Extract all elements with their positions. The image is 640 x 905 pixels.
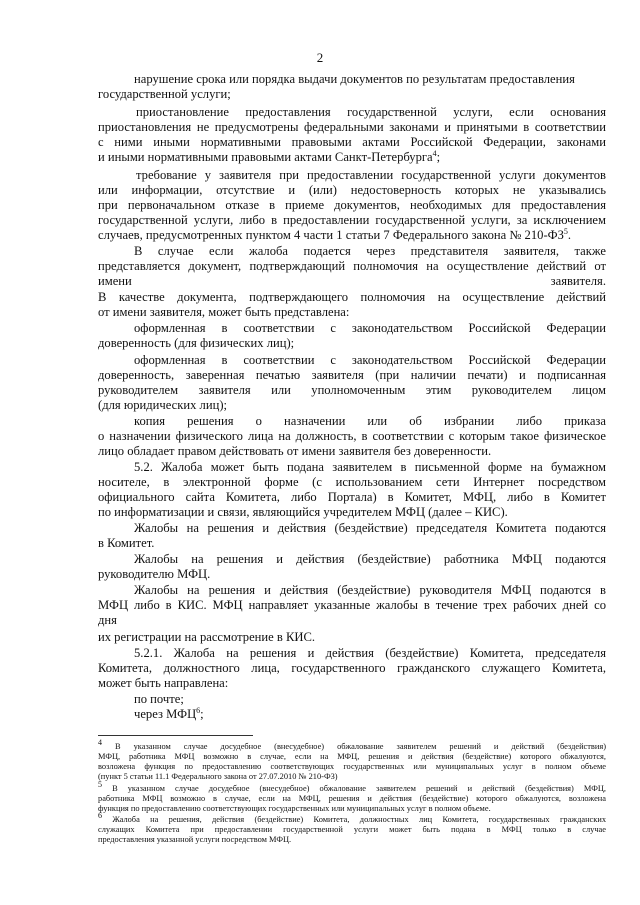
- text-line: МФЦ либо в КИС. МФЦ направляет указанные жалобы в течение трех рабочих дней со: [98, 598, 606, 612]
- text-line: государственной услуги, либо в предоставлении государственной услуги, за исключением: [98, 213, 606, 227]
- text-line: В качестве документа, подтверждающего полномочия на осуществление действий: [98, 290, 606, 304]
- text-line: заявителя.: [550, 274, 606, 288]
- footnote-separator: [98, 735, 253, 736]
- footnote-line: функция по предоставлению соответствующих государственных или муниципальных услуг в полном объеме.: [98, 804, 491, 813]
- text-line: лицо обладает правом действовать от имени заявителя без доверенности.: [98, 444, 492, 458]
- text-line: [134, 707, 606, 722]
- text-line: официального сайта Комитета, либо Портала) в Комитет, МФЦ, либо в Комитет: [98, 490, 606, 504]
- text-line: приостановление предоставления государственной услуги, если основания: [136, 105, 606, 119]
- text-line: доверенность, заверенная печатью заявителя (при наличии печати) и подписанная: [98, 368, 606, 382]
- text-line: Жалобы на решения и действия (бездействие) работника МФЦ подаются: [134, 552, 606, 566]
- text-line: доверенность (для физических лиц);: [98, 336, 295, 350]
- text-line: нарушение срока или порядка выдачи документов по результатам предоставления: [134, 72, 575, 86]
- text-line: копия решения о назначении или об избрании либо приказа: [134, 414, 606, 428]
- text-line: [98, 150, 606, 165]
- text-line: с ними иными нормативными правовыми актами Российской Федерации, законами: [98, 135, 606, 149]
- text-line: 5.2. Жалоба может быть подана заявителем в письменной форме на бумажном: [134, 460, 606, 474]
- text-line: представляется документ, подтверждающий полномочия на осуществление действий от: [98, 259, 606, 273]
- footnote-ref: 4: [432, 148, 437, 158]
- footnote-line: (пункт 5 статьи 11.1 Федерального закона от 27.07.2010 № 210-ФЗ): [98, 772, 338, 781]
- text-line: 5.2.1. Жалоба на решения и действия (бездействие) Комитета, председателя: [134, 646, 606, 660]
- text-line: от имени заявителя, может быть представлена:: [98, 305, 350, 319]
- text-line: оформленная в соответствии с законодательством Российской Федерации: [134, 353, 606, 367]
- line-text: случаев, предусмотренных пунктом 4 части 1 статьи 7 Федерального закона № 210-ФЗ: [98, 228, 564, 242]
- text-line: по почте;: [134, 692, 184, 706]
- text-line: по информатизации и связи, являющийся учредителем МФЦ (далее – КИС).: [98, 505, 508, 519]
- text-line: о назначении физического лица на должность, в соответствии с которым такое физическое: [98, 429, 606, 443]
- footnote-line: служащих Комитета при предоставлении государственной услуги может быть подана в МФЦ только в случае: [98, 825, 606, 834]
- footnote-mark: 6: [98, 811, 102, 821]
- text-line: Комитета, должностного лица, государственного гражданского служащего Комитета,: [98, 661, 606, 675]
- text-line: руководителю МФЦ.: [98, 567, 211, 581]
- footnote-line: $^4$ В указанном случае досудебное (внесудебное) обжалование заявителем решений и действий (бездействия): [98, 738, 607, 751]
- text-line: имени: [98, 274, 132, 288]
- page-number: 2: [316, 50, 324, 65]
- text-line: может быть направлена:: [98, 676, 229, 690]
- footnote-line: МФЦ, работника МФЦ возможно в случае, если на МФЦ, решения и действия (бездействие) которого обжалуются,: [98, 752, 606, 761]
- footnote-mark: 4: [98, 738, 102, 748]
- text-line: Жалобы на решения и действия (бездействие) председателя Комитета подаются: [134, 521, 606, 535]
- footnote-line: $^6$ Жалоба на решения, действия (бездействие) Комитета, должностных лиц Комитета, государственных гражданских: [98, 811, 607, 824]
- footnote-line: возложена функция по предоставлению соответствующих государственных или муниципальных услуг в полном объеме: [98, 762, 606, 771]
- line-text: и иными нормативными правовыми актами Санкт-Петербурга: [98, 150, 433, 164]
- text-line: руководителем заявителя или уполномоченным этим руководителем лицом: [98, 383, 606, 397]
- footnote-line: работника МФЦ возможно в случае, если на МФЦ, решения и действия (бездействие) которого обжалуются, возложена: [98, 794, 606, 803]
- line-text: через МФЦ: [134, 707, 197, 721]
- text-line: государственной услуги;: [98, 87, 231, 101]
- text-line: при первоначальном отказе в приеме документов, необходимых для предоставления: [98, 198, 606, 212]
- text-line: в Комитет.: [98, 536, 155, 550]
- footnote-line: $^5$ В указанном случае досудебное (внесудебное) обжалование заявителем решений и действий (бездействия) МФЦ,: [98, 780, 606, 793]
- footnote-line: предоставления указанной услуги посредством МФЦ.: [98, 835, 292, 844]
- text-line: В случае если жалоба подается через представителя заявителя, также: [134, 244, 606, 258]
- line-tail: ;: [200, 707, 204, 721]
- text-line: дня: [98, 613, 117, 627]
- footnote-ref: 6: [196, 705, 201, 715]
- text-line: требование у заявителя при предоставлении государственной услуги документов: [136, 168, 606, 182]
- text-line: [98, 228, 606, 243]
- footnote-ref: 5: [563, 226, 568, 236]
- text-line: их регистрации на рассмотрение в КИС.: [98, 630, 316, 644]
- text-line: оформленная в соответствии с законодательством Российской Федерации: [134, 321, 606, 335]
- line-tail: ;: [436, 150, 441, 164]
- text-line: приостановления не предусмотрены федеральными законами и принятыми в соответствии: [98, 120, 606, 134]
- text-line: носителе, в электронной форме (с использованием сети Интернет посредством: [98, 475, 606, 489]
- text-line: (для юридических лиц);: [98, 398, 228, 412]
- text-line: или информации, отсутствие и (или) недостоверность которых не указывались: [98, 183, 606, 197]
- text-line: Жалобы на решения и действия (бездействие) руководителя МФЦ подаются в: [134, 583, 606, 597]
- footnote-mark: 5: [98, 780, 102, 790]
- line-tail: .: [567, 228, 572, 242]
